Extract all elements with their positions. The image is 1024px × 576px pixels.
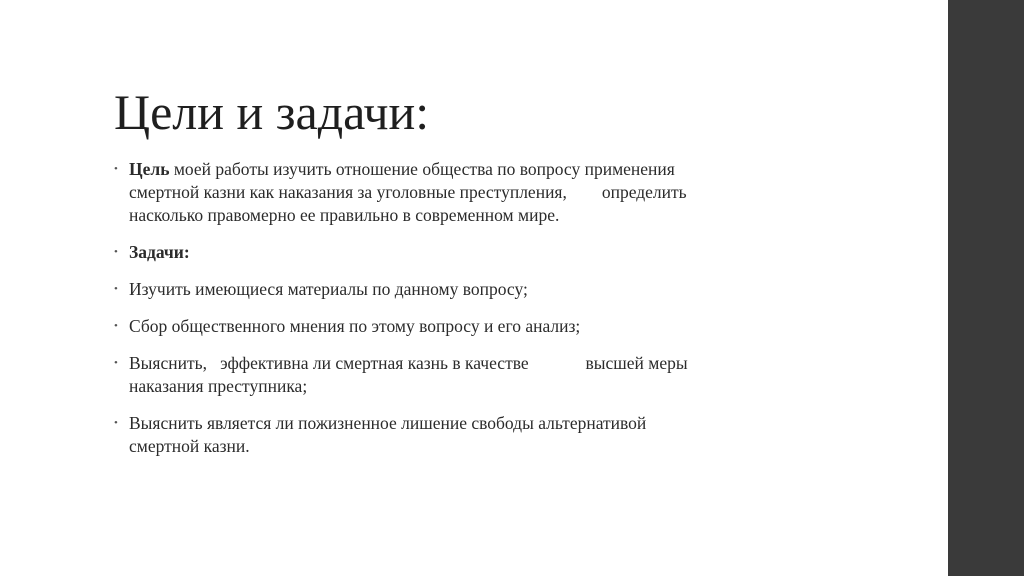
bullet-line <box>129 158 834 181</box>
bullet-text: моей работы изучить отношение общества по вопросу применения <box>169 159 675 179</box>
bullet-dot-icon: • <box>114 163 118 175</box>
bullet-line: наказания преступника; <box>129 376 308 396</box>
bullet-dot-icon: • <box>114 417 118 429</box>
bullet-line: смертной казни. <box>129 436 250 456</box>
bullet-bold-label: Цель <box>129 159 170 179</box>
bullet-task-life-imprisonment <box>114 412 834 458</box>
bullet-goal <box>114 158 834 227</box>
side-accent-bar <box>948 0 1024 576</box>
bullet-task-public-opinion <box>114 315 834 338</box>
bullet-line: Выяснить является ли пожизненное лишение свободы альтернативой <box>129 413 647 433</box>
bullet-bold-label: Задачи: <box>129 242 190 262</box>
bullet-tasks-heading <box>114 241 834 264</box>
bullet-line: Изучить имеющиеся материалы по данному вопросу; <box>129 279 528 299</box>
bullet-list <box>114 158 834 472</box>
bullet-line: насколько правомерно ее правильно в современном мире. <box>129 205 560 225</box>
bullet-dot-icon: • <box>114 357 118 369</box>
slide-title: Цели и задачи: <box>114 84 430 140</box>
bullet-line: Сбор общественного мнения по этому вопросу и его анализ; <box>129 316 581 336</box>
bullet-dot-icon: • <box>114 283 118 295</box>
bullet-dot-icon: • <box>114 320 118 332</box>
bullet-line: Выяснить, эффективна ли смертная казнь в качестве высшей меры <box>129 353 688 373</box>
bullet-line: смертной казни как наказания за уголовные преступления, определить <box>129 182 687 202</box>
bullet-task-study-materials <box>114 278 834 301</box>
bullet-task-effectiveness <box>114 352 834 398</box>
bullet-dot-icon: • <box>114 246 118 258</box>
